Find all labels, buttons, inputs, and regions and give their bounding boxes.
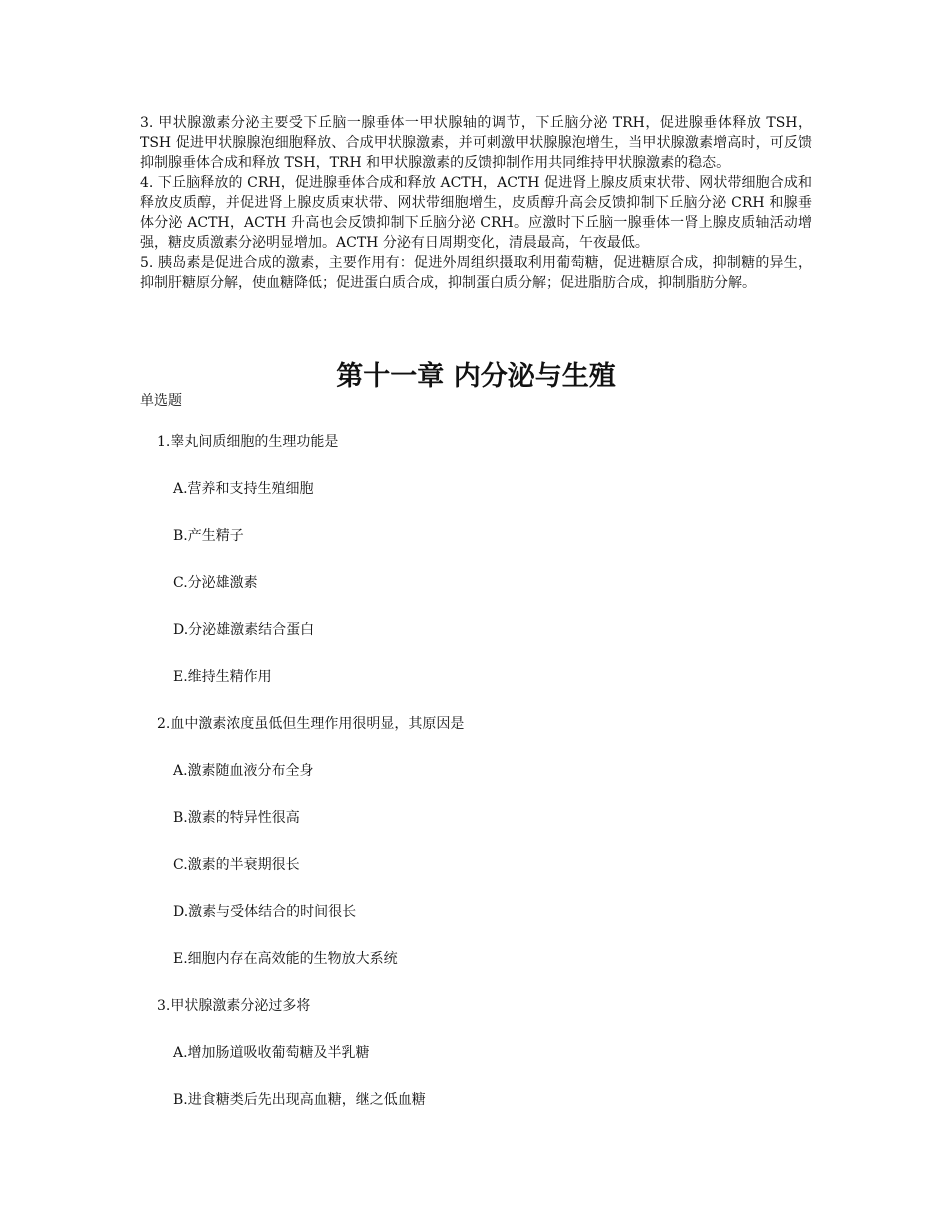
section-label: 单选题	[140, 393, 182, 409]
explanation-paragraph-4: 4. 下丘脑释放的 CRH，促进腺垂体合成和释放 ACTH，ACTH 促进肾上腺皮质束状带、网状带细胞合成和释放皮质醇，并促进肾上腺皮质束状带、网状带细胞增生，皮质醇升高会反馈抑制下丘脑分泌 CRH 和腺垂体分泌 ACTH，ACTH 升高也会反馈抑制下丘脑分泌 CRH。应激时下丘脑一腺垂体一肾上腺皮质轴活动增强，糖皮质激素分泌明显增加。ACTH 分泌有日周期变化，清晨最高，午夜最低。	[140, 175, 812, 251]
question-3	[140, 996, 812, 1110]
option-e: E.细胞内存在高效能的生物放大系统	[173, 951, 398, 967]
answer-explanations	[140, 113, 812, 293]
question-stem: 1.睾丸间质细胞的生理功能是	[157, 434, 339, 450]
chapter-title: 第十一章 内分泌与生殖	[336, 361, 616, 392]
option-a: A.增加肠道吸收葡萄糖及半乳糖	[173, 1045, 370, 1061]
question-2	[140, 714, 812, 969]
question-stem: 3.甲状腺激素分泌过多将	[157, 998, 311, 1014]
option-a: A.营养和支持生殖细胞	[173, 481, 314, 497]
option-d: D.分泌雄激素结合蛋白	[173, 622, 315, 638]
option-d: D.激素与受体结合的时间很长	[173, 904, 357, 920]
option-e: E.维持生精作用	[173, 669, 272, 685]
explanation-paragraph-5: 5. 胰岛素是促进合成的激素，主要作用有：促进外周组织摄取利用葡萄糖，促进糖原合成，抑制糖的异生，抑制肝糖原分解，使血糖降低；促进蛋白质合成，抑制蛋白质分解；促进脂肪合成，抑制脂肪分解。	[140, 255, 812, 291]
option-c: C.激素的半衰期很长	[173, 857, 300, 873]
option-a: A.激素随血液分布全身	[173, 763, 314, 779]
explanation-paragraph-3: 3. 甲状腺激素分泌主要受下丘脑一腺垂体一甲状腺轴的调节，下丘脑分泌 TRH，促进腺垂体释放 TSH，TSH 促进甲状腺腺泡细胞释放、合成甲状腺激素，并可刺激甲状腺腺泡增生，当甲状腺激素增高时，可反馈抑制腺垂体合成和释放 TSH，TRH 和甲状腺激素的反馈抑制作用共同维持甲状腺激素的稳态。	[140, 115, 812, 171]
option-c: C.分泌雄激素	[173, 575, 258, 591]
option-b: B.进食糖类后先出现高血糖，继之低血糖	[173, 1092, 426, 1108]
option-b: B.产生精子	[173, 528, 244, 544]
question-stem: 2.血中激素浓度虽低但生理作用很明显，其原因是	[157, 716, 465, 732]
question-1	[140, 432, 812, 687]
question-list	[140, 432, 812, 1110]
option-b: B.激素的特异性很高	[173, 810, 300, 826]
